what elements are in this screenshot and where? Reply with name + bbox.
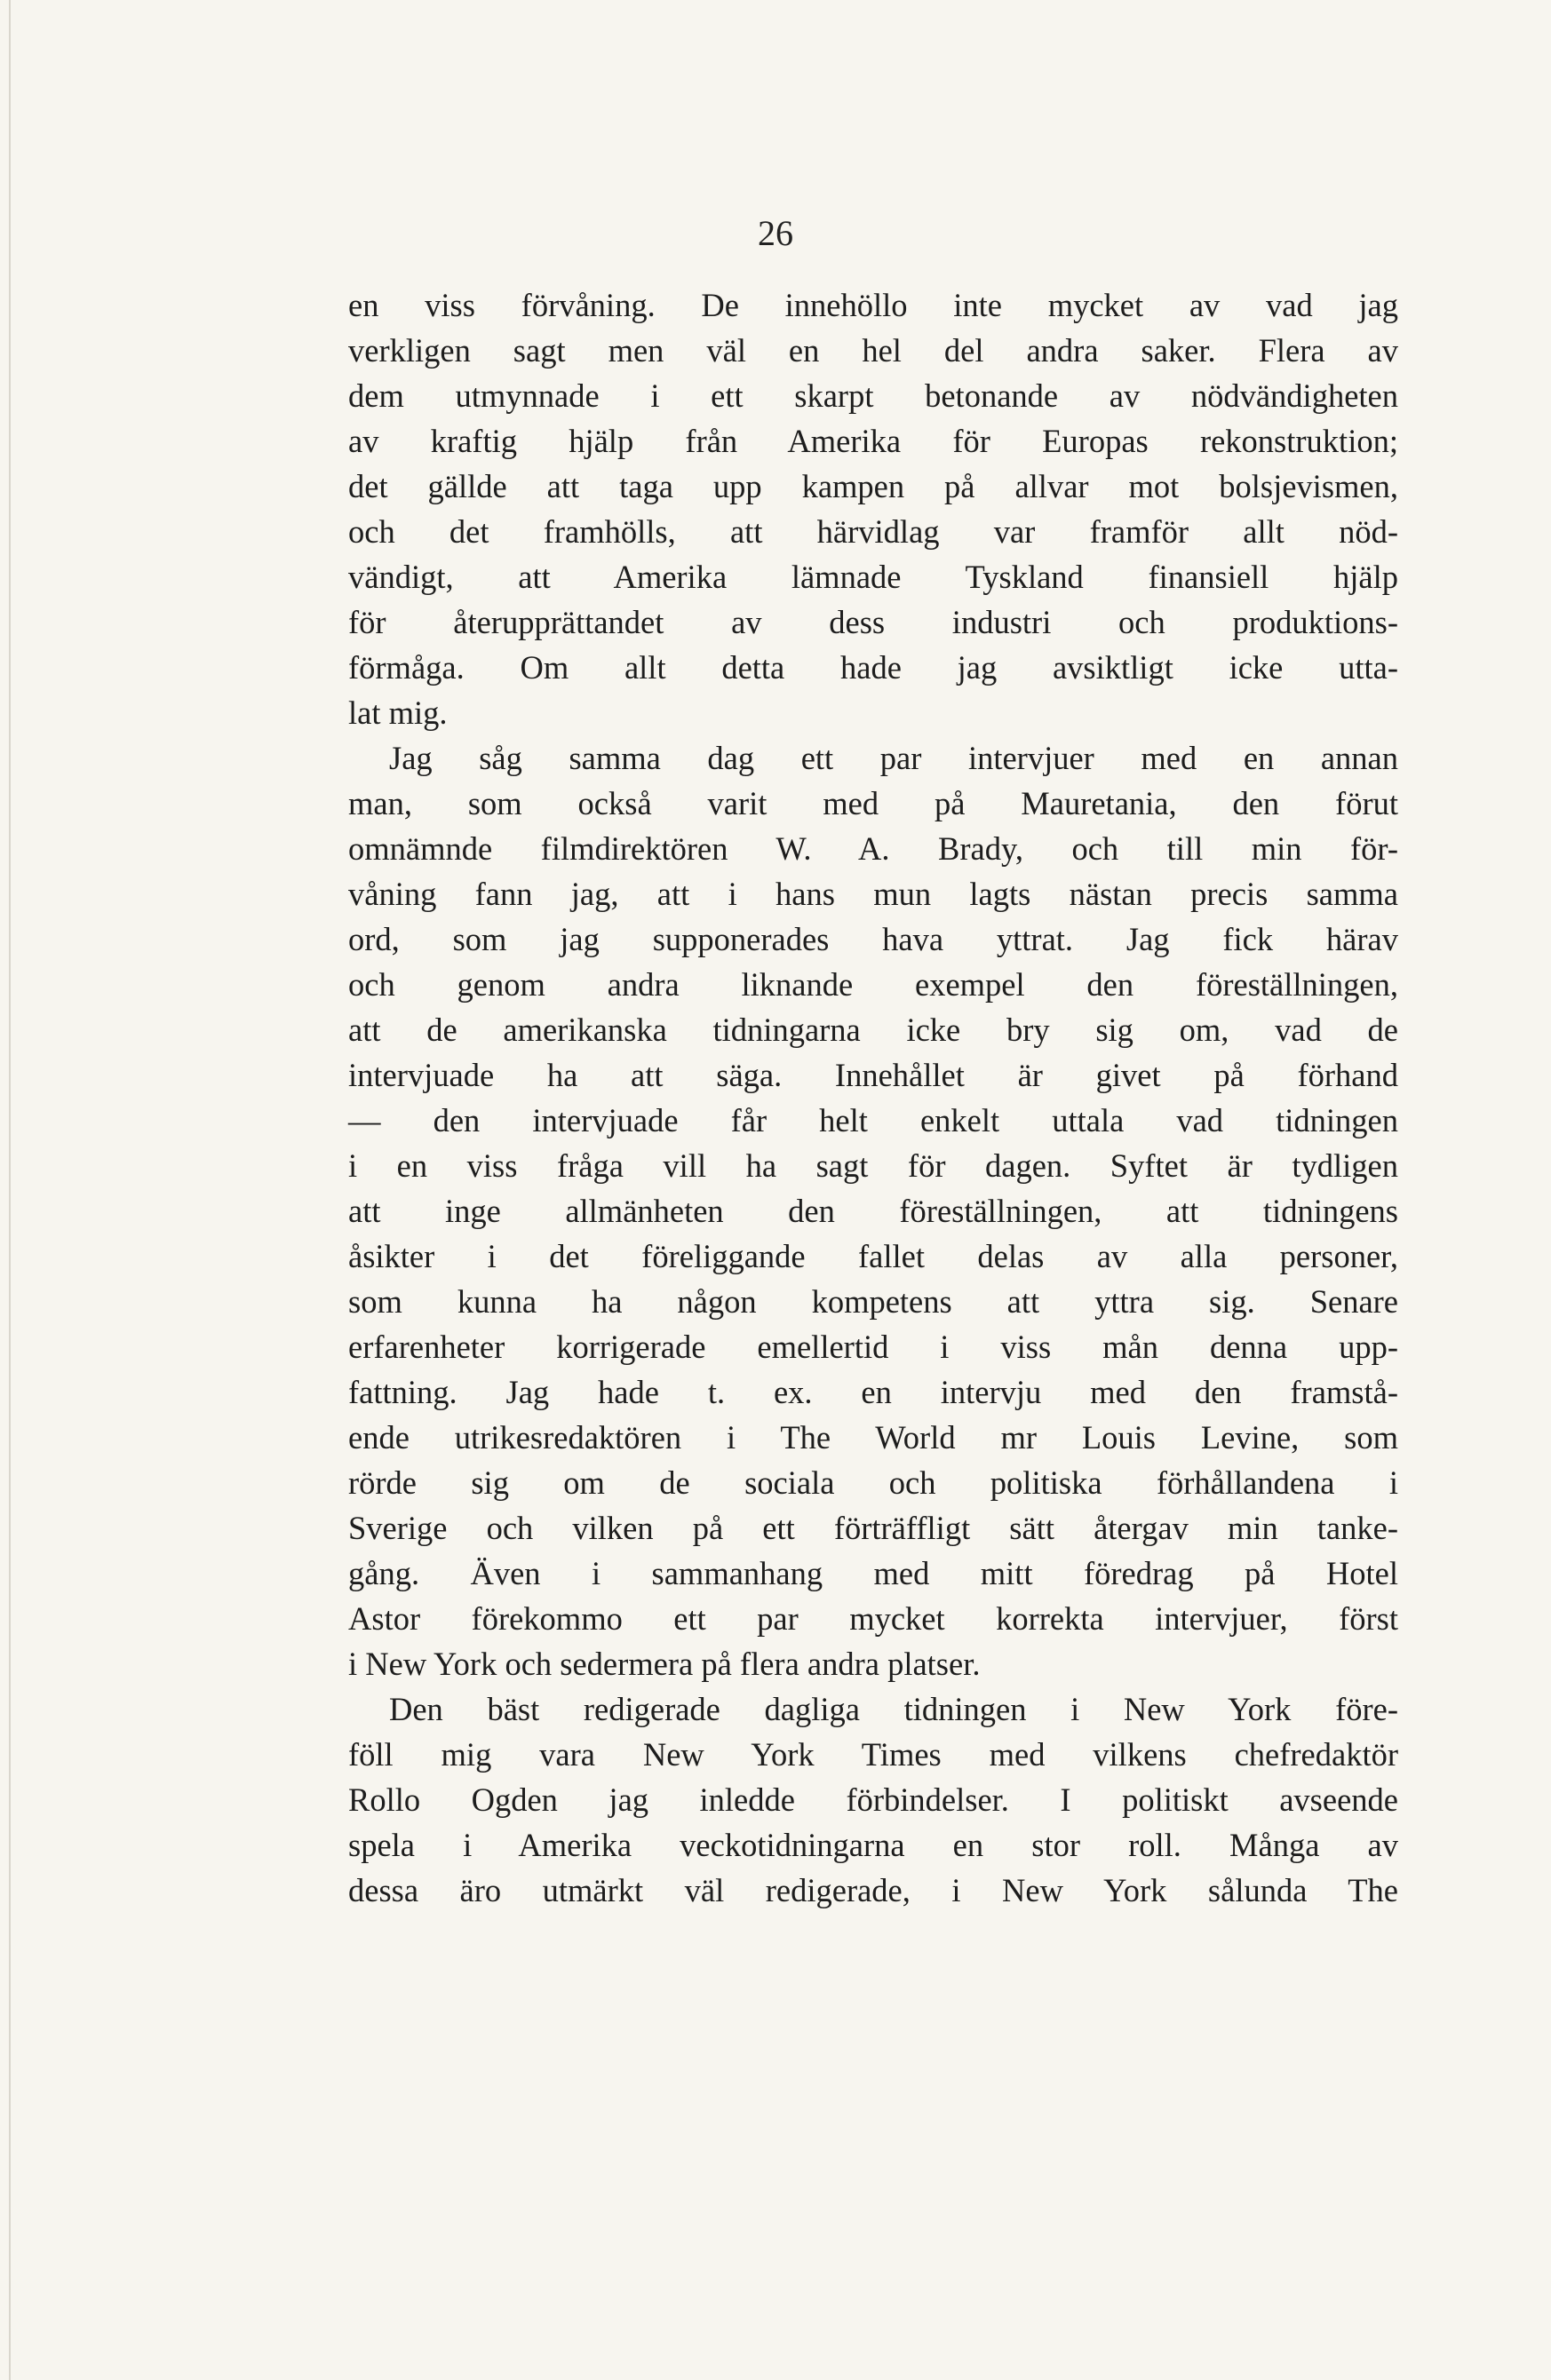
text-line: verkligen sagt men väl en hel del andra saker. Flera av — [348, 332, 1398, 369]
text-line: man, som också varit med på Mauretania, den förut — [348, 785, 1398, 821]
text-line: våning fann jag, att i hans mun lagts nästan precis samma — [348, 876, 1398, 912]
text-line: Sverige och vilken på ett förträffligt sätt återgav min tanke- — [348, 1510, 1398, 1546]
text-line: omnämnde filmdirektören W. A. Brady, och till min för- — [348, 830, 1398, 867]
text-line: fattning. Jag hade t. ex. en intervju med den framstå- — [348, 1374, 1398, 1410]
text-line: Rollo Ogden jag inledde förbindelser. I politiskt avseende — [348, 1781, 1398, 1818]
text-line: förmåga. Om allt detta hade jag avsiktligt icke utta- — [348, 649, 1398, 686]
text-line: som kunna ha någon kompetens att yttra sig. Senare — [348, 1283, 1398, 1320]
text-line: rörde sig om de sociala och politiska förhållandena i — [348, 1464, 1398, 1501]
page-edge — [9, 0, 11, 2380]
text-line: spela i Amerika veckotidningarna en stor roll. Många av — [348, 1827, 1398, 1863]
text-line: intervjuade ha att säga. Innehållet är givet på förhand — [348, 1057, 1398, 1093]
text-line: dessa äro utmärkt väl redigerade, i New York sålunda The — [348, 1872, 1398, 1908]
text-line: i en viss fråga vill ha sagt för dagen. Syftet är tydligen — [348, 1147, 1398, 1184]
text-line: ende utrikesredaktören i The World mr Louis Levine, som — [348, 1419, 1398, 1456]
text-line: ord, som jag supponerades hava yttrat. Jag fick härav — [348, 921, 1398, 957]
text-line: lat mig. — [348, 694, 448, 731]
text-line: Jag såg samma dag ett par intervjuer med en annan — [389, 740, 1398, 776]
text-line: vändigt, att Amerika lämnade Tyskland finansiell hjälp — [348, 559, 1398, 595]
text-line: att inge allmänheten den föreställningen, att tidningens — [348, 1193, 1398, 1229]
text-line: — den intervjuade får helt enkelt uttala vad tidningen — [348, 1102, 1398, 1138]
text-line: åsikter i det föreliggande fallet delas av alla personer, — [348, 1238, 1398, 1274]
text-line: och genom andra liknande exempel den föreställningen, — [348, 966, 1398, 1003]
text-line: erfarenheter korrigerade emellertid i viss mån denna upp- — [348, 1329, 1398, 1365]
text-line: i New York och sedermera på flera andra platser. — [348, 1646, 981, 1682]
text-line: föll mig vara New York Times med vilkens chefredaktör — [348, 1736, 1398, 1773]
text-line: det gällde att taga upp kampen på allvar mot bolsjevismen, — [348, 468, 1398, 504]
text-line: att de amerikanska tidningarna icke bry sig om, vad de — [348, 1012, 1398, 1048]
text-line: för återupprättandet av dess industri och produktions- — [348, 604, 1398, 640]
text-line: av kraftig hjälp från Amerika för Europas rekonstruktion; — [348, 423, 1398, 459]
body-text — [348, 282, 1398, 1913]
text-line: Den bäst redigerade dagliga tidningen i New York före- — [389, 1691, 1398, 1727]
text-line: Astor förekommo ett par mycket korrekta intervjuer, först — [348, 1600, 1398, 1637]
text-line: och det framhölls, att härvidlag var framför allt nöd- — [348, 513, 1398, 550]
text-line: en viss förvåning. De innehöllo inte mycket av vad jag — [348, 287, 1398, 323]
text-line: dem utmynnade i ett skarpt betonande av nödvändigheten — [348, 377, 1398, 414]
text-line: gång. Även i sammanhang med mitt föredrag på Hotel — [348, 1555, 1398, 1591]
page-number: 26 — [758, 213, 793, 253]
